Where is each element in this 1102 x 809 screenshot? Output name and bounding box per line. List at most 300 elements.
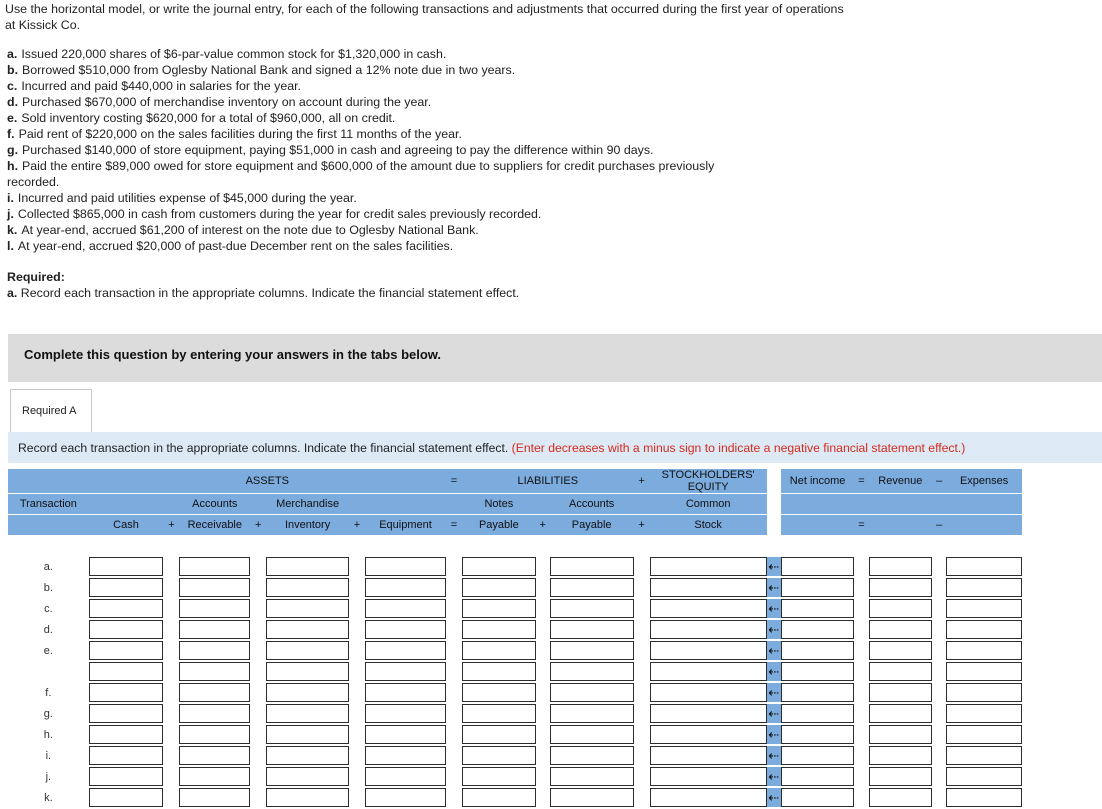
hdr-plus-4: + [349,515,365,536]
amount-input[interactable] [869,599,933,618]
horizontal-model-table [8,469,1022,809]
amount-input[interactable] [781,683,855,702]
intro-text: Use the horizontal model, or write the journal entry, for each of the following transactions and adjustments that occurred during the first year of operations at Kissick Co. [5,2,844,32]
amount-input[interactable] [650,641,767,660]
amount-input[interactable] [179,578,250,597]
amount-input[interactable] [781,620,855,639]
spacer-cell [349,704,365,725]
amount-input[interactable] [266,746,349,765]
cell [266,578,349,599]
spacer-cell [349,662,365,683]
amount-input[interactable] [650,725,767,744]
transaction-label: e. [7,111,18,125]
cell [946,788,1022,809]
amount-input[interactable] [650,557,767,576]
spacer-cell [250,641,266,662]
transfer-arrow-icon: ⇠ [768,790,780,805]
hdr-blank-7 [634,494,650,515]
transaction-item [7,78,714,94]
spacer-cell [932,788,946,809]
spacer-cell [536,557,550,578]
instructions-banner: Complete this question by entering your answers in the tabs below. [8,334,1102,382]
transaction-label: b. [7,63,19,77]
cell [946,725,1022,746]
table-row [8,641,1022,662]
transaction-label: a. [7,47,18,61]
cell [462,578,536,599]
cell [266,557,349,578]
amount-input[interactable] [89,704,164,723]
amount-input[interactable] [550,620,634,639]
hdr-blank-8 [781,494,1022,515]
spacer-cell [932,557,946,578]
row-label: h. [8,725,89,746]
spacer-cell [250,557,266,578]
amount-input[interactable] [179,683,250,702]
amount-input[interactable] [266,767,349,786]
amount-input[interactable] [266,725,349,744]
amount-input[interactable] [89,557,164,576]
spacer-cell [446,683,462,704]
amount-input[interactable] [550,725,634,744]
hdr-blank-1 [8,469,89,494]
spacer-cell [634,704,650,725]
cell [946,662,1022,683]
hdr-minus-1: – [932,469,946,494]
table-row [8,557,1022,578]
transaction-label: l. [7,239,14,253]
amount-input[interactable] [869,788,933,807]
hdr-blank-3 [163,494,179,515]
amount-input[interactable] [650,578,767,597]
spacer-cell [634,662,650,683]
hdr-plus-6: + [634,515,650,536]
hdr-notes: Notes [462,494,536,515]
amount-input[interactable] [869,620,933,639]
cell [781,641,855,662]
amount-input[interactable] [89,767,164,786]
amount-input[interactable] [179,662,250,681]
amount-input[interactable] [462,725,536,744]
spacer-cell [932,767,946,788]
amount-input[interactable] [365,767,446,786]
cell [266,599,349,620]
amount-input[interactable] [869,662,933,681]
required-a-label: a. [7,286,18,300]
transaction-text: Issued 220,000 shares of $6-par-value common stock for $1,320,000 in cash. [21,47,447,61]
row-label: j. [8,767,89,788]
transaction-label: f. [7,127,15,141]
amount-input[interactable] [462,683,536,702]
amount-input[interactable] [869,683,933,702]
cell [89,704,164,725]
amount-input[interactable] [266,662,349,681]
amount-input[interactable] [365,599,446,618]
spacer-cell [536,641,550,662]
amount-input[interactable] [365,746,446,765]
spacer-cell [446,725,462,746]
cell [781,683,855,704]
amount-input[interactable] [946,704,1022,723]
spacer-cell [446,788,462,809]
spacer-cell [634,620,650,641]
amount-input[interactable] [550,578,634,597]
spacer-cell [446,557,462,578]
amount-input[interactable] [462,788,536,807]
transaction-item [7,158,714,174]
cell [89,725,164,746]
spacer-cell [854,788,868,809]
amount-input[interactable] [781,557,855,576]
cell [266,767,349,788]
hdr-equipment: Equipment [365,515,446,536]
cell [550,704,634,725]
transaction-text: Purchased $140,000 of store equipment, paying $51,000 in cash and agreeing to pay the difference within 90 days. [22,143,654,157]
amount-input[interactable] [89,662,164,681]
amount-input[interactable] [365,641,446,660]
amount-input[interactable] [365,578,446,597]
cell [781,620,855,641]
hdr-transaction: Transaction [8,494,89,515]
amount-input[interactable] [365,620,446,639]
cell [462,599,536,620]
amount-input[interactable] [781,788,855,807]
amount-input[interactable] [365,662,446,681]
hdr-blank-6 [536,494,550,515]
table-row [8,767,1022,788]
hdr-payable: Payable [462,515,536,536]
table-row [8,599,1022,620]
amount-input[interactable] [946,746,1022,765]
amount-input[interactable] [266,557,349,576]
cell [869,599,933,620]
hdr-receivable: Receivable [179,515,250,536]
amount-input[interactable] [550,599,634,618]
hdr-equity [650,469,767,494]
amount-input[interactable] [946,788,1022,807]
amount-input[interactable] [869,725,933,744]
row-label: c. [8,599,89,620]
cell [89,599,164,620]
hdr-common: Common [650,494,767,515]
amount-input[interactable] [179,704,250,723]
amount-input[interactable] [550,788,634,807]
transfer-arrow-icon: ⇠ [768,748,780,763]
amount-input[interactable] [365,725,446,744]
cell [781,578,855,599]
amount-input[interactable] [89,788,164,807]
amount-input[interactable] [869,641,933,660]
hdr-eq-1: = [446,469,462,494]
amount-input[interactable] [650,599,767,618]
spacer-cell [349,767,365,788]
hdr-equity-l1: STOCKHOLDERS' [661,469,755,481]
amount-input[interactable] [89,683,164,702]
table-row [8,620,1022,641]
amount-input[interactable] [869,557,933,576]
spacer-cell [932,620,946,641]
cell [179,578,250,599]
cell [462,788,536,809]
amount-input[interactable] [462,767,536,786]
spacer-cell [932,704,946,725]
amount-input[interactable] [365,704,446,723]
spacer-cell [854,662,868,683]
amount-input[interactable] [650,788,767,807]
amount-input[interactable] [266,578,349,597]
amount-input[interactable] [946,683,1022,702]
cell [550,767,634,788]
hdr-expenses: Expenses [946,469,1022,494]
spacer-cell [446,599,462,620]
amount-input[interactable] [869,578,933,597]
hdr-accounts: Accounts [179,494,250,515]
spacer-cell [250,599,266,620]
transfer-arrow-icon: ⇠ [768,580,780,595]
transfer-arrow-icon: ⇠ [768,622,780,637]
table-row [8,725,1022,746]
amount-input[interactable] [946,599,1022,618]
amount-input[interactable] [946,641,1022,660]
cell [365,599,446,620]
transaction-list [7,46,714,254]
amount-input[interactable] [89,725,164,744]
spacer-cell [634,746,650,767]
amount-input[interactable] [89,641,164,660]
amount-input[interactable] [550,767,634,786]
amount-input[interactable] [781,662,855,681]
amount-input[interactable] [462,704,536,723]
amount-input[interactable] [946,725,1022,744]
amount-input[interactable] [462,620,536,639]
transaction-item [7,126,714,142]
spacer-cell [932,746,946,767]
amount-input[interactable] [365,683,446,702]
cell [869,620,933,641]
cell [462,662,536,683]
spacer-cell [932,662,946,683]
amount-input[interactable] [179,725,250,744]
arrow-cell [767,578,781,599]
hdr-plus-1: + [634,469,650,494]
spacer-cell [634,557,650,578]
transaction-item [7,238,714,254]
cell [462,746,536,767]
amount-input[interactable] [266,683,349,702]
amount-input[interactable] [869,767,933,786]
cell [89,662,164,683]
arrow-cell [767,557,781,578]
spacer-cell [446,578,462,599]
amount-input[interactable] [650,620,767,639]
amount-input[interactable] [781,641,855,660]
amount-input[interactable] [462,557,536,576]
spacer-cell [446,704,462,725]
spacer-cell [163,767,179,788]
amount-input[interactable] [462,599,536,618]
hdr-stock: Stock [650,515,767,536]
cell [869,704,933,725]
amount-input[interactable] [365,788,446,807]
table-row [8,578,1022,599]
hdr-gap-2 [767,494,781,515]
amount-input[interactable] [462,641,536,660]
transaction-text: Borrowed $510,000 from Oglesby National Bank and signed a 12% note due in two years. [22,63,516,77]
required-title: Required: [7,270,65,284]
amount-input[interactable] [946,662,1022,681]
spacer-cell [349,725,365,746]
amount-input[interactable] [179,599,250,618]
amount-input[interactable] [550,557,634,576]
amount-input[interactable] [650,704,767,723]
arrow-cell [767,620,781,641]
amount-input[interactable] [650,746,767,765]
amount-input[interactable] [179,788,250,807]
cell [462,767,536,788]
amount-input[interactable] [946,578,1022,597]
required-a-text: Record each transaction in the appropriate columns. Indicate the financial statement effect. [20,286,520,300]
amount-input[interactable] [550,641,634,660]
hdr-merchandise: Merchandise [266,494,349,515]
row-label: i. [8,746,89,767]
cell [550,746,634,767]
amount-input[interactable] [89,620,164,639]
amount-input[interactable] [781,767,855,786]
row-label: e. [8,641,89,662]
hdr-eq-2: = [854,469,868,494]
amount-input[interactable] [179,557,250,576]
amount-input[interactable] [266,620,349,639]
transfer-arrow-icon: ⇠ [768,664,780,679]
transaction-item [7,142,714,158]
arrow-cell [767,662,781,683]
spacer-cell [446,641,462,662]
spacer-cell [854,725,868,746]
transaction-label: g. [7,143,19,157]
cell [365,620,446,641]
amount-input[interactable] [781,704,855,723]
hdr-blank-10 [781,515,855,536]
amount-input[interactable] [266,641,349,660]
spacer-cell [854,599,868,620]
amount-input[interactable] [869,704,933,723]
amount-input[interactable] [266,788,349,807]
cell [946,746,1022,767]
amount-input[interactable] [650,767,767,786]
transaction-label: k. [7,223,18,237]
spacer-cell [163,746,179,767]
cell [550,599,634,620]
cell [462,620,536,641]
amount-input[interactable] [179,641,250,660]
amount-input[interactable] [89,578,164,597]
cell [266,662,349,683]
cell [869,662,933,683]
tab-required-a[interactable]: Required A [10,389,92,432]
transaction-item [7,46,714,62]
cell [781,725,855,746]
cell [946,683,1022,704]
spacer-cell [854,641,868,662]
spacer-cell [536,725,550,746]
hdr-revenue: Revenue [869,469,933,494]
amount-input[interactable] [89,599,164,618]
hdr-minus-2: – [932,515,946,536]
cell [869,578,933,599]
amount-input[interactable] [462,662,536,681]
cell [179,557,250,578]
amount-input[interactable] [946,767,1022,786]
instruction-bar [8,432,1102,463]
spacer-cell [163,725,179,746]
cell [365,662,446,683]
cell [781,788,855,809]
amount-input[interactable] [462,746,536,765]
amount-input[interactable] [179,746,250,765]
transaction-text: Incurred and paid $440,000 in salaries for the year. [21,79,302,93]
hdr-plus-3: + [250,515,266,536]
cell [89,557,164,578]
amount-input[interactable] [781,725,855,744]
amount-input[interactable] [946,620,1022,639]
spacer-cell [163,641,179,662]
cell [179,620,250,641]
amount-input[interactable] [650,683,767,702]
amount-input[interactable] [89,746,164,765]
amount-input[interactable] [179,620,250,639]
cell [650,557,767,578]
amount-input[interactable] [946,557,1022,576]
hdr-eq-4: = [854,515,868,536]
spacer-cell [349,683,365,704]
amount-input[interactable] [550,704,634,723]
transaction-item [7,206,714,222]
hdr-net-income: Net income [781,469,855,494]
amount-input[interactable] [266,704,349,723]
hdr-blank-4 [250,494,266,515]
spacer-cell [250,725,266,746]
amount-input[interactable] [781,746,855,765]
amount-input[interactable] [550,746,634,765]
amount-input[interactable] [781,578,855,597]
amount-input[interactable] [650,662,767,681]
amount-input[interactable] [781,599,855,618]
arrow-cell [767,725,781,746]
cell [89,620,164,641]
cell [869,641,933,662]
amount-input[interactable] [462,578,536,597]
amount-input[interactable] [179,767,250,786]
amount-input[interactable] [365,557,446,576]
cell [179,662,250,683]
row-label: a. [8,557,89,578]
row-label: g. [8,704,89,725]
cell [550,578,634,599]
amount-input[interactable] [550,662,634,681]
cell [946,599,1022,620]
spacer-cell [349,788,365,809]
spacer-cell [349,599,365,620]
hdr-gap [767,469,781,494]
cell [179,641,250,662]
amount-input[interactable] [266,599,349,618]
amount-input[interactable] [869,746,933,765]
spacer-cell [163,557,179,578]
amount-input[interactable] [550,683,634,702]
spacer-cell [163,599,179,620]
transfer-arrow-icon: ⇠ [768,601,780,616]
transaction-label: d. [7,95,19,109]
